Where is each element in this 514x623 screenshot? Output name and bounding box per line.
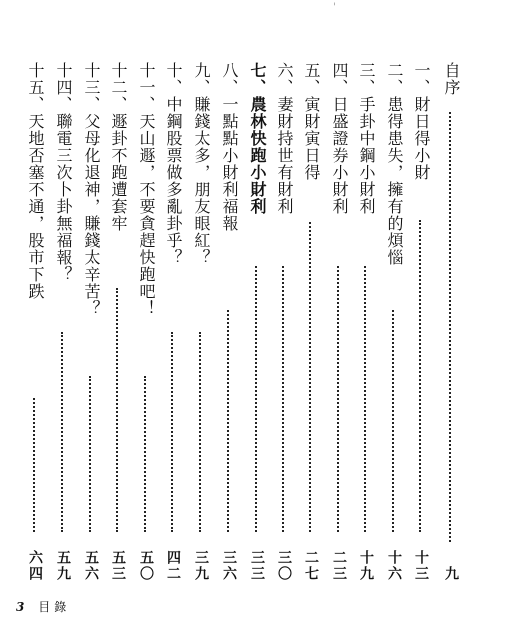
dot-leader — [449, 112, 451, 542]
toc-entry-title: 三、手卦中鋼小財利 — [357, 62, 376, 215]
scan-mark: ' — [333, 2, 336, 13]
toc-entry[interactable] — [135, 62, 157, 582]
toc-entry-title: 五、寅財寅日得 — [302, 62, 321, 181]
toc-entry[interactable] — [190, 62, 212, 582]
dot-leader — [199, 332, 201, 532]
toc-entry[interactable] — [24, 62, 46, 582]
toc-entry-page: 十九 — [358, 550, 374, 582]
toc-entry-title: 十五、天地否塞不通，股市下跌 — [26, 62, 45, 300]
dot-leader — [364, 266, 366, 532]
toc-entry[interactable] — [300, 62, 322, 582]
toc-entry-page: 三六 — [221, 550, 237, 582]
dot-leader — [419, 220, 421, 532]
toc-entry-title: 八、一點點小財利福報 — [220, 62, 239, 232]
toc-entry-title: 二、患得患失，擁有的煩惱 — [385, 62, 404, 266]
toc-entry[interactable] — [246, 62, 268, 582]
toc-entry-page: 十六 — [386, 550, 402, 582]
toc-entry[interactable] — [273, 62, 295, 582]
dot-leader — [61, 332, 63, 532]
dot-leader — [392, 310, 394, 532]
page-number: 3 — [16, 600, 25, 614]
toc-entry-page: 二七 — [303, 550, 319, 582]
toc-entry-page: 三九 — [193, 550, 209, 582]
dot-leader — [282, 266, 284, 532]
toc-entry-title: 十三、父母化退神，賺錢太辛苦？ — [82, 62, 101, 317]
toc-entry-page: 六四 — [27, 550, 43, 582]
toc-entry-page: 五六 — [83, 550, 99, 582]
toc-entry[interactable] — [383, 62, 405, 582]
toc-entry[interactable] — [80, 62, 102, 582]
toc-entry-title: 十二、遯卦不跑遭套牢 — [109, 62, 128, 232]
toc-entry[interactable] — [410, 62, 432, 582]
dot-leader — [171, 332, 173, 532]
dot-leader — [144, 376, 146, 532]
toc-entry[interactable] — [355, 62, 377, 582]
toc-entry[interactable] — [218, 62, 240, 582]
toc-entry-title: 一、財日得小財 — [412, 62, 431, 181]
dot-leader — [309, 222, 311, 532]
toc-entry-title: 九、賺錢太多，朋友眼紅？ — [192, 62, 211, 266]
toc-entry-title: 六、妻財持世有財利 — [275, 62, 294, 215]
toc-entry[interactable] — [107, 62, 129, 582]
toc-entry-page: 三三 — [249, 550, 265, 582]
toc-entry-page: 十三 — [413, 550, 429, 582]
dot-leader — [89, 376, 91, 532]
toc-entry-page: 三〇 — [276, 550, 292, 582]
toc-entry-page: 五三 — [110, 550, 126, 582]
dot-leader — [33, 398, 35, 532]
dot-leader — [116, 288, 118, 532]
toc-entry-title: 自序 — [442, 62, 461, 96]
toc-entry-page: 五〇 — [138, 550, 154, 582]
table-of-contents — [0, 62, 514, 582]
toc-entry[interactable] — [328, 62, 350, 582]
toc-entry-page: 四二 — [165, 550, 181, 582]
toc-entry-title: 四、日盛證券小財利 — [330, 62, 349, 215]
dot-leader — [227, 310, 229, 532]
toc-entry-page: 五九 — [55, 550, 71, 582]
toc-entry-title: 七、農林快跑小財利 — [248, 62, 267, 215]
toc-entry-title: 十四、聯電三次卜卦無福報？ — [54, 62, 73, 283]
toc-entry-page: 九 — [443, 566, 459, 582]
toc-entry-title: 十一、天山遯，不要貪趕快跑吧！ — [137, 62, 156, 317]
page-footer — [16, 598, 70, 615]
running-header-label: 目錄 — [38, 600, 71, 614]
toc-entry-title: 十、中鋼股票做多亂卦乎？ — [164, 62, 183, 266]
toc-entry[interactable] — [162, 62, 184, 582]
toc-entry[interactable] — [440, 62, 462, 582]
dot-leader — [255, 266, 257, 532]
dot-leader — [337, 266, 339, 532]
toc-entry[interactable] — [52, 62, 74, 582]
toc-entry-page: 二三 — [331, 550, 347, 582]
